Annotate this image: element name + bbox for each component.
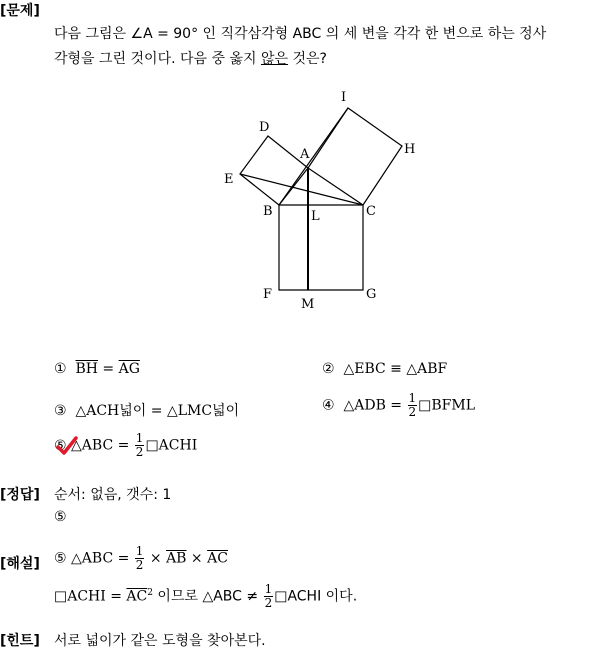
option-2 (322, 361, 447, 377)
option-4-pre: △ADB = (343, 397, 407, 414)
line-ib (279, 108, 348, 205)
label-I: I (341, 90, 347, 105)
option-1-eq: = (97, 361, 119, 377)
explanation-l2-fraction-den: 2 (264, 596, 273, 610)
label-G: G (366, 287, 377, 302)
problem-underlined-word: 않은 (260, 51, 289, 67)
explanation-line-1 (54, 545, 228, 572)
option-4 (322, 392, 475, 419)
segment-bh: $\overline{BH}$ (75, 361, 98, 377)
label-D: D (259, 120, 270, 135)
option-5-number: ⑤ (54, 437, 67, 454)
superscript-2: 2 (147, 587, 153, 598)
option-4-fraction-den: 2 (408, 405, 417, 419)
option-4-number: ④ (322, 397, 335, 414)
explanation-line-2 (54, 583, 357, 610)
option-5-number-wrap (54, 438, 67, 454)
option-3-number: ③ (54, 403, 67, 419)
explanation-number: ⑤ (54, 550, 67, 567)
option-5-fraction-num: 1 (135, 431, 144, 445)
hint-text: 서로 넓이가 같은 도형을 찾아본다. (54, 633, 266, 649)
segment-ac-squared: $\overline{AC}$ (126, 588, 148, 605)
option-1 (54, 361, 140, 377)
option-2-number: ② (322, 361, 335, 377)
segment-ag: $\overline{AG}$ (118, 361, 140, 377)
answer-line-2: ⑤ (54, 509, 67, 525)
line-ec (240, 174, 363, 205)
option-5-post: □ACHI (145, 437, 198, 454)
checkmark-icon (56, 436, 78, 456)
option-4-post: □BFML (418, 397, 476, 414)
explanation-l1-fraction-den: 2 (135, 558, 144, 572)
explanation-l1-fraction (135, 545, 145, 572)
label-M: M (301, 297, 315, 312)
explanation-label: [해설] (0, 556, 40, 572)
answer-label: [정답] (0, 487, 40, 503)
option-5 (54, 432, 197, 459)
label-E: E (224, 172, 234, 187)
square-achi (308, 108, 402, 205)
explanation-l2-fraction (264, 583, 274, 610)
label-A: A (300, 147, 310, 162)
option-3 (54, 400, 239, 420)
problem-label: [문제] (0, 3, 40, 19)
label-H: H (404, 142, 416, 157)
explanation-l1-pre: △ABC = (66, 550, 134, 567)
option-5-pre: △ABC = (71, 437, 134, 454)
label-F: F (263, 287, 273, 302)
option-2-text: △EBC ≡ △ABF (343, 361, 448, 377)
problem-line-2-pre: 각형을 그린 것이다. 다음 중 옳지 (54, 51, 261, 67)
option-4-fraction-num: 1 (408, 391, 417, 405)
problem-line-1: 다음 그림은 ∠A = 90° 인 직각삼각형 ABC 의 세 변을 각각 한 변으로 하는 정사 (54, 26, 547, 42)
explanation-l2-mid: 이므로 △ABC ≠ (152, 588, 263, 605)
label-C: C (366, 204, 376, 219)
explanation-l2-post: □ACHI 이다. (274, 588, 358, 605)
explanation-l2-pre: □ACHI = (54, 588, 127, 605)
label-B: B (263, 204, 273, 219)
label-L: L (311, 209, 320, 224)
square-abde (240, 136, 308, 205)
square-bcgf (279, 205, 363, 290)
segment-ac: $\overline{AC}$ (207, 550, 228, 567)
hint-label: [힌트] (0, 633, 40, 649)
option-3-text: △ACH넓이 = △LMC넓이 (75, 403, 240, 419)
explanation-l2-fraction-num: 1 (264, 582, 273, 596)
answer-line-1: 순서: 없음, 갯수: 1 (54, 487, 172, 503)
option-1-number: ① (54, 361, 67, 377)
explanation-l1-fraction-num: 1 (135, 544, 144, 558)
option-4-fraction (408, 392, 418, 419)
explanation-l1-times-1: × (145, 550, 167, 567)
option-5-fraction (135, 432, 145, 459)
option-5-fraction-den: 2 (135, 445, 144, 459)
segment-ab: $\overline{AB}$ (166, 550, 187, 567)
problem-line-2-post: 것은? (288, 51, 327, 67)
explanation-l1-times-2: × (186, 550, 208, 567)
